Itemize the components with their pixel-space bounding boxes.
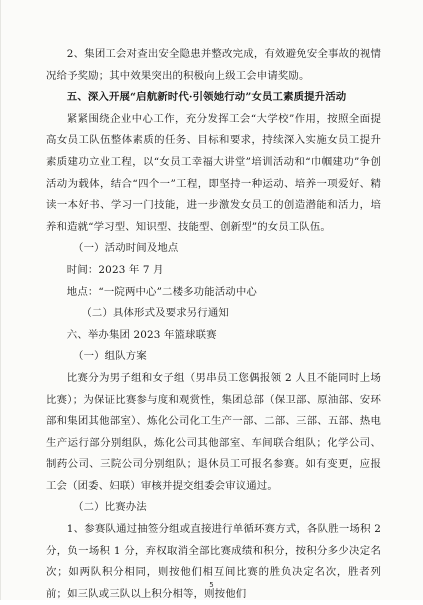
section-heading-5: 五、深入开展“启航新时代·引领她行动”女员工素质提升活动 [66,91,347,104]
paragraph-team-plan: 比赛分为男子组和女子组（男串员工您偶报领 2 人且不能同时上场比赛）；为保证比赛参与度和观赏性，集团总部（保卫部、原油部、安环部和集团其他部室）、炼化公司化工生产一部、二部、三部、五部、热电生产运行部分别组队，炼化公司其他部室、车间联合组队；化学公司、制药公司、三院公司分别组队；退休员工可报名参赛。如有变更，应报工会（团委、妇联）审核并提交组委会审议通过。 [46,371,381,492]
subheading-team-plan: （一）组队方案 [73,350,147,363]
page-number: 5 [209,581,214,589]
subheading-time-place: （一）活动时间及地点 [73,242,179,255]
section-heading-6: 六、举办集团 2023 年篮球联赛 [66,328,217,341]
subheading-competition-method: （二）比赛办法 [73,501,147,514]
paragraph-reward-item-2: 2、集团工会对查出安全隐患并整改完成，有效避免安全事故的视情况给予奖励；其中效果突出的积极向上级工会申请奖励。 [46,48,381,82]
paragraph-competition-method: 1、参赛队通过抽签分组或直接进行单循环赛方式，各队胜一场积 2 分，负一场积 1 分，弃权取消全部比赛成绩和积分，按积分多少决定名次；如两队积分相同，则按他们相互间比赛的胜负决定名次，胜者列前；如三队或三队以上积分相等，则按他们 [46,523,381,600]
activity-time: 时间：2023 年 7 月 [66,263,164,276]
activity-place: 地点：“一院两中心”二楼多功能活动中心 [66,285,257,298]
paragraph-women-quality-activity: 紧紧围绕企业中心工作，充分发挥工会“大学校”作用，按照全面提高女员工队伍整体素质的任务、目标和要求，持续深入实施女员工提升素质建功立业工程，以“女员工幸福大讲堂”培训活动和“巾帼建功”争创活动为载体，结合“四个一”工程，即坚持一种运动、培养一项爱好、精读一本好书、学习一门技能，进一步激发女员工的创造潜能和活力，培养和造就“学习型、知识型、技能型、创新型”的女员工队伍。 [46,112,381,233]
subheading-form-requirements: （二）具体形式及要求另行通知 [81,307,229,320]
